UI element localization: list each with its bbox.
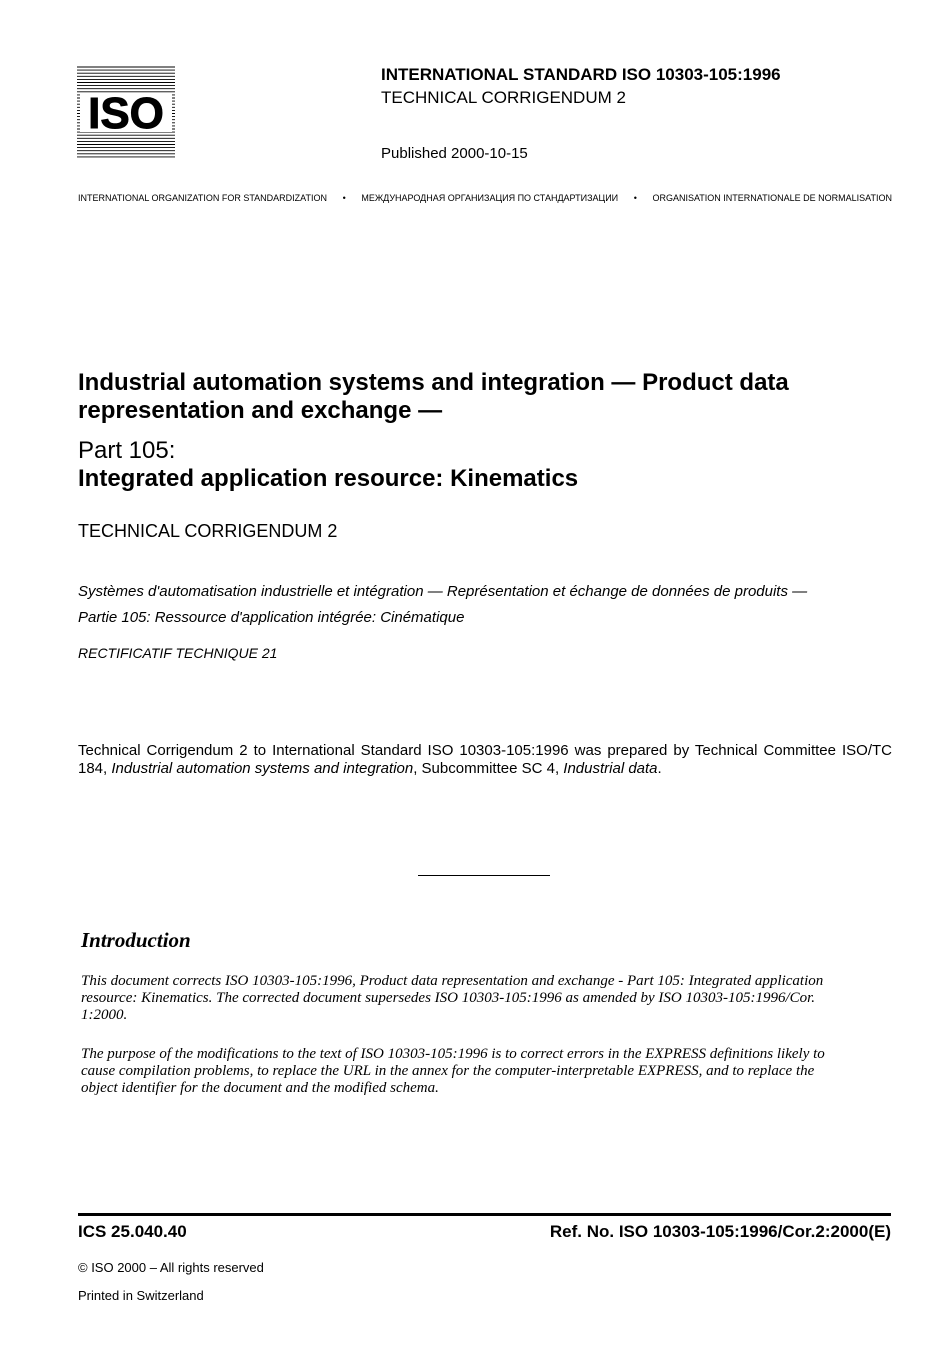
introduction-paragraph-1: This document corrects ISO 10303-105:1996, Product data representation and exchange - Part 105: Integrated application resource: Kinematics. The corrected document supersedes ISO 10303-105:1996 as amended by ISO 10303-105:1996/Cor. 1:2000. <box>81 973 824 1023</box>
french-title-line1: Systèmes d'automatisation industrielle et intégration — Représentation et échange de données de produits — <box>78 583 808 600</box>
part-title: Integrated application resource: Kinematics <box>78 465 579 492</box>
prep-end: . <box>657 760 662 777</box>
org-name-fr: ORGANISATION INTERNATIONALE DE NORMALISATION <box>652 193 892 203</box>
document-title: Industrial automation systems and integration — Product data representation and exchange — <box>78 369 789 424</box>
prep-committee: Industrial automation systems and integration <box>111 760 414 777</box>
part-number: Part 105: <box>78 437 176 464</box>
ics-code: ICS 25.040.40 <box>78 1222 187 1241</box>
iso-logo <box>77 66 175 159</box>
separator-line <box>418 875 550 876</box>
french-rectificatif: RECTIFICATIF TECHNIQUE 21 <box>78 645 278 661</box>
prep-mid: , Subcommittee SC 4, <box>413 760 564 777</box>
introduction-paragraph-2: The purpose of the modifications to the text of ISO 10303-105:1996 is to correct errors in the EXPRESS definitions likely to cause compilation problems, to replace the URL in the annex for the computer-interpretable EXPRESS, and to replace the object identifier for the document and the modified schema. <box>81 1046 825 1096</box>
bullet-separator: • <box>342 193 346 203</box>
prep-lead: Technical Corrigendum 2 to International Standard ISO 10303-105:1996 was prepared by Technical Committee ISO/TC 184, <box>78 742 892 777</box>
copyright-notice: © ISO 2000 – All rights reserved <box>78 1260 264 1275</box>
org-name-en: INTERNATIONAL ORGANIZATION FOR STANDARDIZATION <box>78 193 328 203</box>
technical-corrigendum-label: TECHNICAL CORRIGENDUM 2 <box>78 521 338 541</box>
organization-names <box>78 193 892 203</box>
reference-number: Ref. No. ISO 10303-105:1996/Cor.2:2000(E) <box>549 1222 891 1241</box>
printed-location: Printed in Switzerland <box>78 1288 204 1303</box>
footer-rule <box>78 1213 891 1216</box>
org-name-ru: МЕЖДУНАРОДНАЯ ОРГАНИЗАЦИЯ ПО СТАНДАРТИЗАЦИИ <box>361 193 619 203</box>
preparation-paragraph <box>78 742 892 778</box>
bullet-separator: • <box>633 193 637 203</box>
introduction-heading: Introduction <box>81 928 191 952</box>
prep-subcommittee: Industrial data <box>563 760 658 777</box>
published-date: Published 2000-10-15 <box>381 145 528 162</box>
corrigendum-label: TECHNICAL CORRIGENDUM 2 <box>381 88 626 107</box>
french-title-line2: Partie 105: Ressource d'application intégrée: Cinématique <box>78 609 465 626</box>
iso-logo-text: ISO <box>88 89 164 138</box>
iso-logo-graphic <box>77 66 175 159</box>
standard-title: INTERNATIONAL STANDARD ISO 10303-105:1996 <box>381 65 781 84</box>
